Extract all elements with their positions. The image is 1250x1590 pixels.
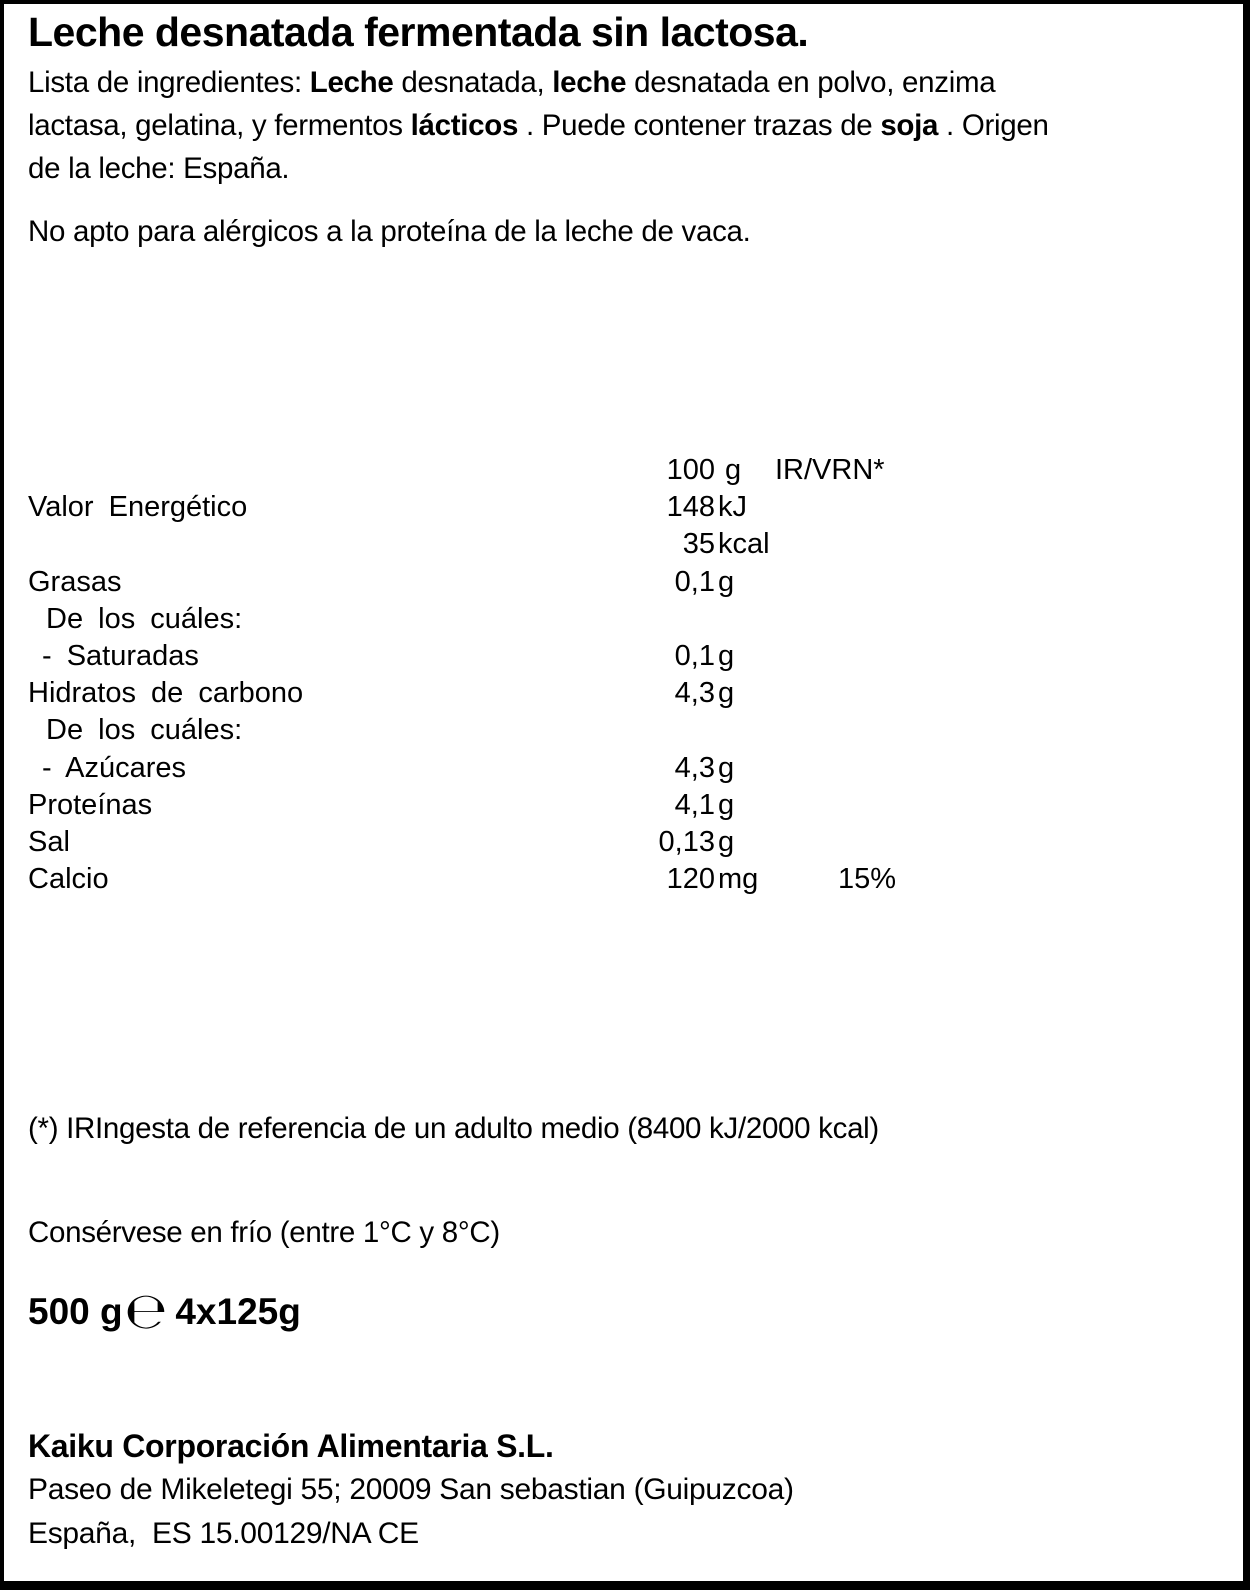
manufacturer-name: Kaiku Corporación Alimentaria S.L. [28,1428,554,1464]
ingredient-text: desnatada, [393,66,553,99]
nutrient-unit: mg [718,863,759,896]
nutrient-value: 148 [666,491,715,524]
ingredient-text: Lista de ingredientes: [28,66,310,99]
ingredient-text: . Origen [938,109,1049,142]
nutrition-row [28,824,1218,861]
nutrient-value: 0,1 [674,639,715,672]
nutrition-row [28,601,1218,638]
ingredient-text: lactasa, gelatina, y fermentos [28,109,411,142]
nutrient-value: 4,3 [674,751,715,784]
nutrition-row [28,750,1218,787]
net-weight-units: 4x125g [175,1291,301,1332]
nutrient-value: 4,3 [674,677,715,710]
nutrient-value: 0,13 [658,825,715,858]
nutrient-unit: g [718,751,735,784]
ingredient-emphasis: lácticos [410,109,519,142]
nutrient-unit: g [718,639,735,672]
nutrient-label: De los cuáles: [46,602,243,635]
nutrition-header-amount: 100 [666,454,715,486]
nutrient-label: Hidratos de carbono [28,677,304,710]
storage-instructions: Consérvese en frío (entre 1°C y 8°C) [28,1216,500,1249]
nutrient-unit: g [718,788,735,821]
ingredients-line [28,104,1218,147]
ingredients-line [28,147,1218,190]
manufacturer-registration: España, ES 15.00129/NA CE [28,1517,419,1550]
nutrition-header-unit: g [725,454,742,486]
ingredients-line [28,61,1218,104]
ingredient-text: desnatada en polvo, enzima [626,66,996,99]
ingredient-emphasis: Leche [309,66,394,99]
reference-intake-footnote: (*) IRIngesta de referencia de un adulto medio (8400 kJ/2000 kcal) [28,1112,879,1145]
nutrient-unit: kcal [718,528,770,561]
ingredient-text: de la leche: España. [28,152,290,185]
net-weight-total: 500 g [28,1291,123,1332]
nutrition-row [28,526,1218,563]
nutrition-header-row [28,452,1218,489]
nutrient-value: 35 [682,528,715,561]
nutrient-unit: g [718,825,735,858]
nutrition-table-rows [28,489,1218,898]
ingredient-emphasis: soja [880,109,939,142]
nutrient-value: 0,1 [674,565,715,598]
nutrient-unit: g [718,565,735,598]
allergy-note: No apto para alérgicos a la proteína de la leche de vaca. [28,215,751,248]
nutrition-row [28,675,1218,712]
nutrition-row [28,787,1218,824]
nutrition-header-ir: IR/VRN* [775,454,885,486]
nutrient-label: Proteínas [28,788,153,821]
nutrition-row [28,638,1218,675]
nutrition-row [28,861,1218,898]
ingredients-paragraph [28,61,1218,190]
nutrient-value: 120 [666,863,715,896]
nutrient-label: Valor Energético [28,491,248,524]
nutrition-row [28,489,1218,526]
nutrient-label: - Azúcares [42,751,186,784]
manufacturer-address: Paseo de Mikeletegi 55; 20009 San sebastian (Guipuzcoa) [28,1473,794,1506]
manufacturer-block [28,1424,794,1556]
nutrient-label: Grasas [28,565,122,598]
net-weight [28,1282,301,1340]
nutrient-unit: g [718,677,735,710]
nutrient-label: De los cuáles: [46,714,243,747]
nutrient-label: - Saturadas [42,639,199,672]
ingredient-text: . Puede contener trazas de [518,109,881,142]
nutrition-row [28,564,1218,601]
estimated-sign-icon: ℮ [124,1282,168,1340]
ingredient-emphasis: leche [552,66,627,99]
product-title: Leche desnatada fermentada sin lactosa. [28,9,809,55]
nutrient-value: 4,1 [674,788,715,821]
nutrient-label: Calcio [28,863,109,896]
nutrient-label: Sal [28,825,70,858]
nutrition-row [28,712,1218,749]
nutrition-table [28,452,1218,898]
nutrient-ir-percent: 15% [838,863,897,896]
nutrient-unit: kJ [718,491,747,524]
